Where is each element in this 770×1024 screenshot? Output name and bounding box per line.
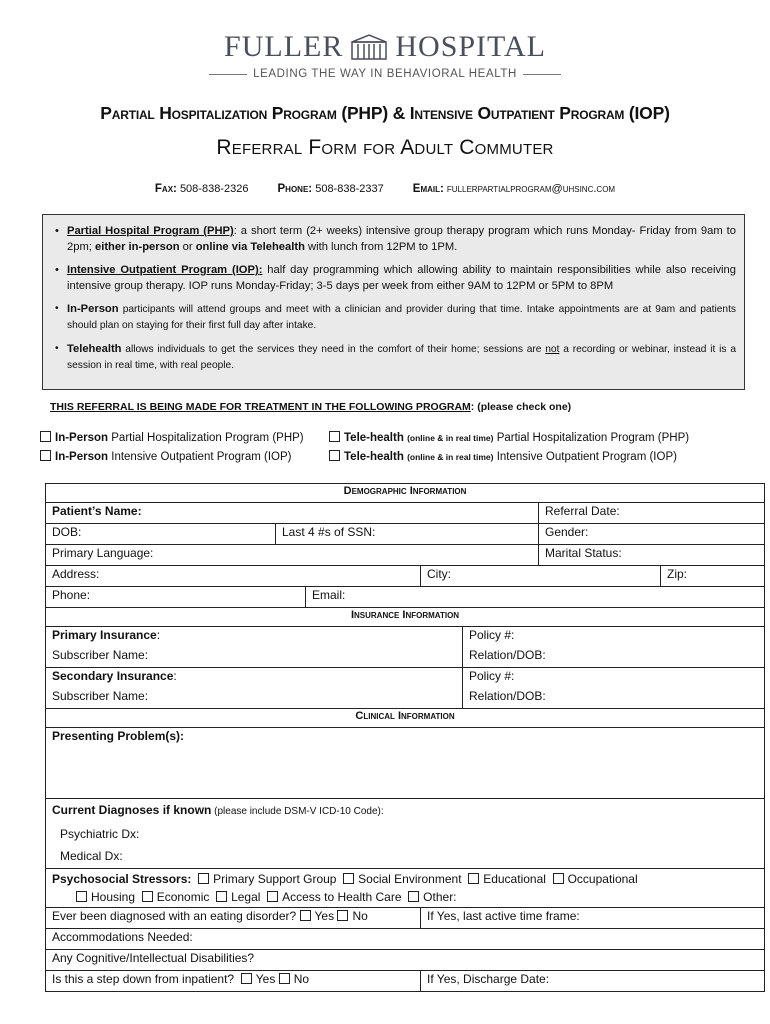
stressor-legal[interactable]: Legal [216, 890, 260, 904]
option-inperson-php[interactable]: In-Person Partial Hospitalization Program (PHP) [40, 431, 304, 444]
medical-dx-field[interactable]: Medical Dx: [60, 849, 123, 863]
referral-heading: THIS REFERRAL IS BEING MADE FOR TREATMENT IN THE FOLLOWING PROGRAM: (please check one) [50, 401, 572, 413]
option-telehealth-iop[interactable]: Tele-health (online & in real time) Intensive Outpatient Program (IOP) [329, 450, 677, 463]
primary-relation-field[interactable]: Relation/DOB: [463, 647, 765, 668]
checkbox[interactable] [329, 450, 340, 461]
info-php: • Partial Hospital Program (PHP): a short term (2+ weeks) intensive group therapy program which runs Monday- Friday from 9am to 2pm; either in-person or online via Telehealth with lunch from 12PM to 1PM. [67, 223, 736, 255]
phone-number: 508-838-2337 [315, 183, 384, 195]
secondary-insurance-field[interactable]: Secondary Insurance: [46, 668, 463, 689]
secondary-subscriber-field[interactable]: Subscriber Name: [46, 688, 463, 709]
eating-yes-checkbox[interactable]: Yes [300, 909, 335, 923]
checkbox[interactable] [40, 450, 51, 461]
section-demographic: Demographic Information [46, 484, 765, 503]
stressor-access-health-care[interactable]: Access to Health Care [267, 890, 401, 904]
email-field[interactable]: Email: [306, 587, 765, 608]
stepdown-no-checkbox[interactable]: No [279, 972, 309, 986]
eating-timeframe-field[interactable]: If Yes, last active time frame: [421, 908, 765, 929]
email-label: Email: [412, 183, 444, 195]
primary-subscriber-field[interactable]: Subscriber Name: [46, 647, 463, 668]
ssn-field[interactable]: Last 4 #s of SSN: [276, 524, 539, 545]
phone-label: Phone: [277, 183, 313, 195]
checkbox[interactable] [40, 431, 51, 442]
address-field[interactable]: Address: [46, 566, 421, 587]
stepdown-yes-checkbox[interactable]: Yes [241, 972, 276, 986]
stressor-other[interactable]: Other: [408, 890, 456, 904]
option-telehealth-php[interactable]: Tele-health (online & in real time) Partial Hospitalization Program (PHP) [329, 431, 689, 444]
psychiatric-dx-field[interactable]: Psychiatric Dx: [60, 827, 140, 841]
referral-form-table [45, 483, 765, 992]
stressor-economic[interactable]: Economic [142, 890, 210, 904]
hospital-logo [0, 30, 770, 80]
secondary-relation-field[interactable]: Relation/DOB: [463, 688, 765, 709]
referral-date-field[interactable]: Referral Date: [539, 503, 765, 524]
diagnoses-field[interactable]: Current Diagnoses if known (please include DSM-V ICD-10 Code): Psychiatric Dx: Medical Dx: [46, 799, 765, 869]
info-iop: • Intensive Outpatient Program (IOP): half day programming which allowing ability to maintain responsibilities while also receiving intensive group therapy. IOP runs Monday-Friday; 3-5 days per week from either 9AM to 12PM or 5PM to 8PM [67, 262, 736, 294]
tagline-rule-left [209, 74, 247, 75]
fax-label: Fax: [154, 183, 177, 195]
option-inperson-iop[interactable]: In-Person Intensive Outpatient Program (IOP) [40, 450, 292, 463]
cognitive-disabilities-field[interactable]: Any Cognitive/Intellectual Disabilities? [46, 950, 765, 971]
secondary-policy-field[interactable]: Policy #: [463, 668, 765, 689]
step-down-question: Is this a step down from inpatient? Yes No [46, 971, 421, 992]
stressor-social-environment[interactable]: Social Environment [343, 872, 461, 886]
stressor-educational[interactable]: Educational [468, 872, 546, 886]
patient-name-field[interactable]: Patient’s Name: [46, 503, 539, 524]
program-title: Partial Hospitalization Program (PHP) & Intensive Outpatient Program (IOP) [100, 103, 670, 123]
logo-tagline: LEADING THE WAY IN BEHAVIORAL HEALTH [253, 68, 517, 80]
tagline-rule-right [523, 74, 561, 75]
form-title: Referral Form for Adult Commuter [216, 136, 554, 159]
gender-field[interactable]: Gender: [539, 524, 765, 545]
accommodations-field[interactable]: Accommodations Needed: [46, 929, 765, 950]
marital-status-field[interactable]: Marital Status: [539, 545, 765, 566]
phone-field[interactable]: Phone: [46, 587, 306, 608]
zip-field[interactable]: Zip: [661, 566, 765, 587]
eating-disorder-question: Ever been diagnosed with an eating disorder? Yes No [46, 908, 421, 929]
primary-insurance-field[interactable]: Primary Insurance: [46, 627, 463, 648]
stressor-housing[interactable]: Housing [76, 890, 135, 904]
program-info-box [42, 214, 745, 390]
eating-no-checkbox[interactable]: No [337, 909, 367, 923]
checkbox[interactable] [329, 431, 340, 442]
psychosocial-stressors-field: Psychosocial Stressors: Primary Support Group Social Environment Educational Occupational Housing Economic Legal Access to Health Care Other: [46, 869, 765, 908]
city-field[interactable]: City: [421, 566, 661, 587]
fax-number: 508-838-2326 [179, 183, 249, 195]
stressor-primary-support[interactable]: Primary Support Group [198, 872, 336, 886]
logo-name-left: FULLER [224, 30, 344, 63]
building-icon [349, 33, 389, 61]
email-address: fullerpartialprogram@uhsinc.com [446, 183, 616, 195]
primary-policy-field[interactable]: Policy #: [463, 627, 765, 648]
logo-name-right: HOSPITAL [395, 30, 546, 63]
discharge-date-field[interactable]: If Yes, Discharge Date: [421, 971, 765, 992]
section-insurance: Insurance Information [46, 608, 765, 627]
section-clinical: Clinical Information [46, 709, 765, 728]
dob-field[interactable]: DOB: [46, 524, 276, 545]
info-telehealth: • Telehealth allows individuals to get the services they need in the comfort of their home; sessions are not a recording or webinar, instead it is a session in real time, with real people. [67, 341, 736, 374]
info-in-person: • In-Person participants will attend groups and meet with a clinician and provider during that time. Intake appointments are at 9am and patients should plan on staying for their first full day after intake. [67, 301, 736, 334]
contact-line [0, 183, 770, 195]
presenting-problems-field[interactable]: Presenting Problem(s): [46, 728, 765, 799]
stressor-occupational[interactable]: Occupational [553, 872, 638, 886]
language-field[interactable]: Primary Language: [46, 545, 539, 566]
